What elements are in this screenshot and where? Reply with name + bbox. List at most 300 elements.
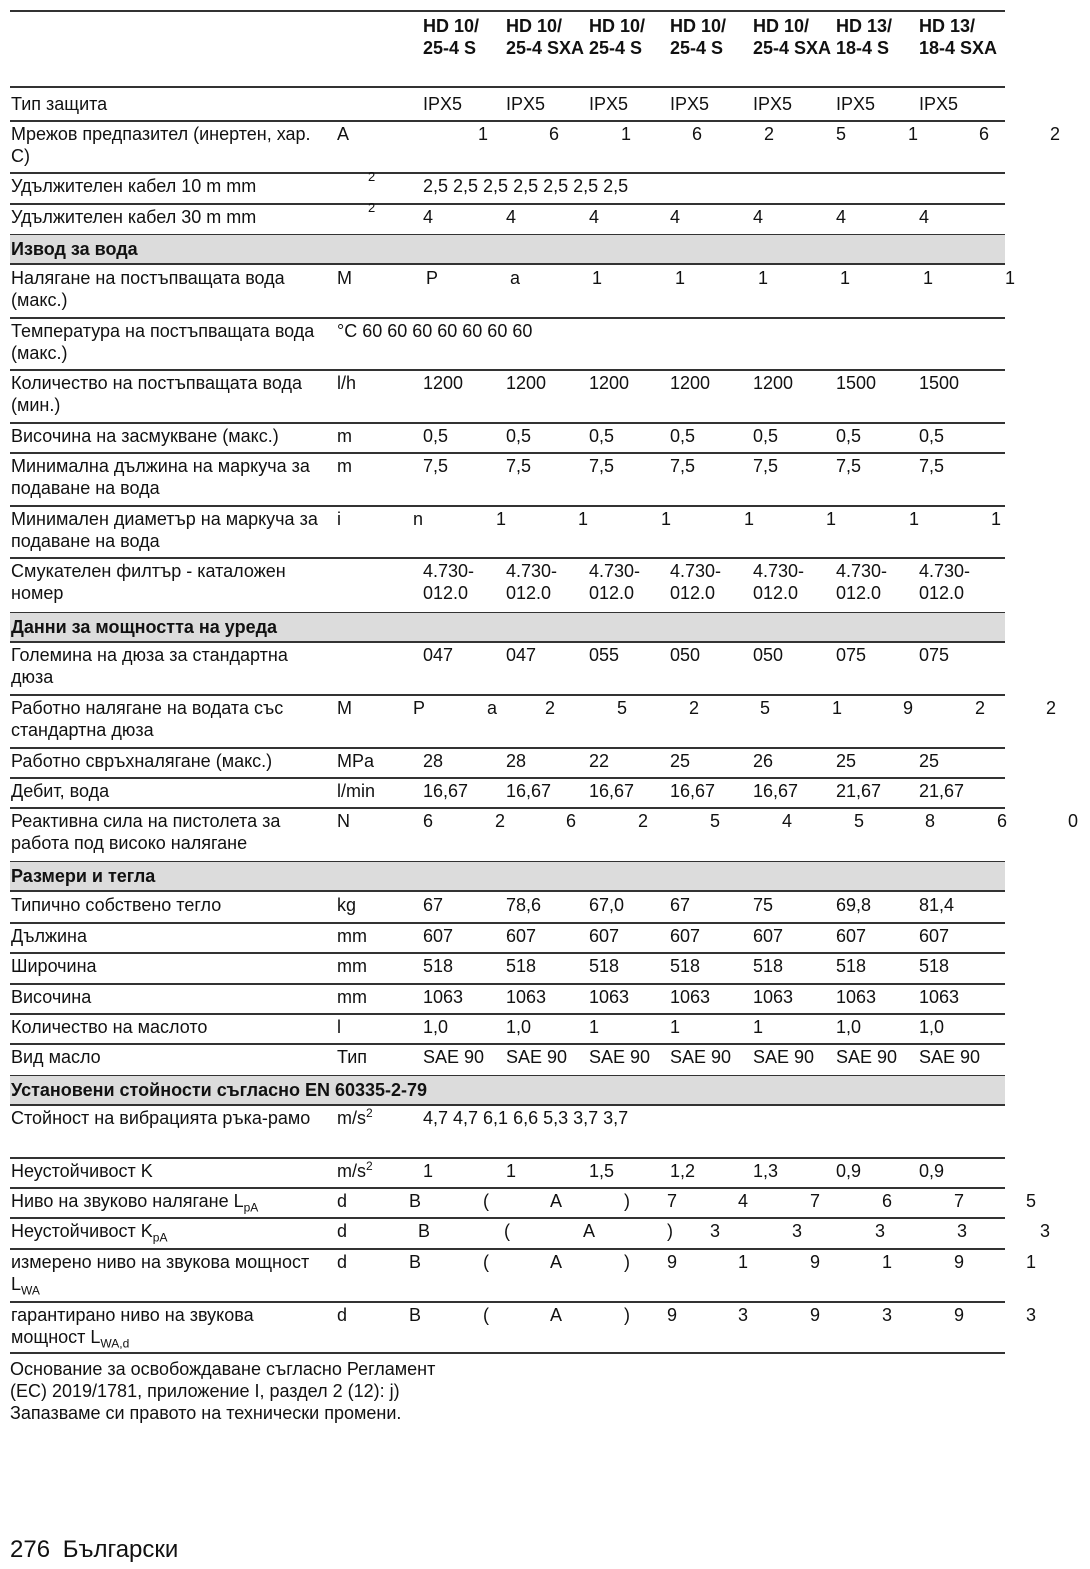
row-label-text: Налягане на постъпващата вода (макс.) (11, 268, 285, 310)
row-rule (10, 1013, 1005, 1015)
note-exemption-1: Основание за освобождаване съгласно Регламент (10, 1359, 436, 1379)
row-unit-text: M (337, 698, 352, 718)
cell-fragment: 5 (836, 124, 847, 144)
cell-value: 518 (423, 956, 454, 976)
cell-fragment: 2 (764, 124, 775, 144)
row-rule (10, 747, 1005, 749)
cell-fragment: 1 (991, 509, 1002, 529)
model-header: HD 10/ 25-4 S (670, 16, 727, 58)
row-unit (337, 425, 352, 447)
cell-value: 67,0 (589, 895, 625, 915)
cell-value: IPX5 (836, 94, 876, 114)
row-unit (337, 955, 367, 977)
cell-fragment: 6 (979, 124, 990, 144)
cell-value: 4 (836, 207, 847, 227)
row-unit (337, 810, 350, 832)
cell-value: 16,67 (670, 781, 716, 801)
row-unit (337, 1220, 347, 1242)
row-label (11, 267, 329, 311)
cell-fragment: 1 (758, 268, 769, 288)
row-unit (337, 986, 367, 1008)
cell-fragment: 9 (903, 698, 914, 718)
cell-value: 0,5 (423, 426, 449, 446)
cell-value: 4.730- 012.0 (506, 561, 558, 603)
row-label-subscript: pA (152, 1230, 168, 1245)
cell-inline-values: 4,7 4,7 6,1 6,6 5,3 3,7 3,7 (423, 1108, 629, 1128)
cell-fragment: 1 (578, 509, 589, 529)
row-label-text: Количество на маслото (11, 1017, 208, 1037)
cell-value: 69,8 (836, 895, 872, 915)
cell-value: 1063 (836, 987, 877, 1007)
row-label (11, 750, 329, 772)
cell-value: 21,67 (919, 781, 965, 801)
cell-fragment: 1 (744, 509, 755, 529)
cell-value: 26 (753, 751, 774, 771)
cell-value: 7,5 (589, 456, 615, 476)
row-rule (10, 1248, 1005, 1250)
row-unit-superscript: 2 (366, 1106, 373, 1120)
row-unit-superscript: 2 (366, 1159, 373, 1173)
row-unit-text: d (337, 1305, 348, 1325)
cell-value: IPX5 (670, 94, 710, 114)
cell-fragment: 9 (954, 1252, 965, 1272)
cell-fragment: 1 (661, 509, 672, 529)
row-unit-text: mm (337, 987, 367, 1007)
row-unit (337, 123, 349, 145)
cell-value: 4.730- 012.0 (836, 561, 888, 603)
cell-value: 22 (589, 751, 610, 771)
cell-value: IPX5 (506, 94, 546, 114)
model-header: HD 10/ 25-4 S (423, 16, 480, 58)
row-rule (10, 1217, 1005, 1219)
row-label (11, 123, 329, 167)
row-unit (337, 508, 341, 530)
cell-fragment: 9 (810, 1252, 821, 1272)
cell-value: 1500 (836, 373, 877, 393)
row-unit-text: d (337, 1252, 348, 1272)
cell-value: 0,5 (506, 426, 532, 446)
row-label-text: Количество на постъпващата вода (мин.) (11, 373, 302, 415)
row-unit (337, 697, 352, 719)
cell-value: 1063 (919, 987, 960, 1007)
cell-value: 1,0 (423, 1017, 449, 1037)
cell-fragment: A (550, 1252, 563, 1272)
row-label-text: Удължителен кабел 30 m mm (11, 207, 257, 227)
cell-fragment: ) (624, 1191, 630, 1211)
row-rule (10, 952, 1005, 954)
cell-fragment: A (550, 1191, 563, 1211)
row-unit (337, 780, 375, 802)
cell-fragment: 6 (423, 811, 434, 831)
row-rule (10, 317, 1005, 319)
row-unit-text: Тип (337, 1047, 368, 1067)
cell-value: 075 (919, 645, 950, 665)
cell-fragment: 2 (975, 698, 986, 718)
row-label-text: Минимален диаметър на маркуча за подаване на вода (11, 509, 318, 551)
row-label (11, 93, 329, 115)
row-label (11, 560, 329, 604)
row-label (11, 1107, 329, 1129)
cell-fragment: 5 (617, 698, 628, 718)
cell-value: 67 (670, 895, 691, 915)
cell-fragment: 1 (1026, 1252, 1037, 1272)
row-rule (10, 172, 1005, 174)
row-label-text: Големина на дюза за стандартна дюза (11, 645, 288, 687)
row-unit-text: l/h (337, 373, 357, 393)
section-title: Извод за вода (11, 239, 138, 259)
row-label-text: Тип защита (11, 94, 108, 114)
row-rule (10, 1352, 1005, 1354)
cell-fragment: 3 (792, 1221, 803, 1241)
row-label (11, 206, 329, 228)
cell-value: 0,9 (919, 1161, 945, 1181)
row-unit (337, 1251, 347, 1273)
row-label (11, 372, 329, 416)
row-rule (10, 922, 1005, 924)
cell-fragment: 6 (549, 124, 560, 144)
cell-value: 518 (753, 956, 784, 976)
cell-fragment: 5 (1026, 1191, 1037, 1211)
row-unit-text: M (337, 268, 352, 288)
row-label (11, 1251, 329, 1298)
cell-value: 607 (506, 926, 537, 946)
cell-value: 1500 (919, 373, 960, 393)
unit-superscript: 2 (368, 169, 376, 184)
row-rule (10, 203, 1005, 205)
cell-value: 607 (919, 926, 950, 946)
cell-fragment: 1 (923, 268, 934, 288)
cell-fragment: n (413, 509, 424, 529)
row-rule (10, 505, 1005, 507)
cell-fragment: 5 (854, 811, 865, 831)
row-label (11, 1190, 329, 1215)
cell-fragment: 6 (882, 1191, 893, 1211)
cell-fragment: B (418, 1221, 431, 1241)
row-unit (337, 1016, 341, 1038)
cell-value: SAE 90 (506, 1047, 568, 1067)
row-rule (10, 807, 1005, 809)
row-rule (10, 1301, 1005, 1303)
row-unit-text: d (337, 1191, 348, 1211)
row-label-text: Вид масло (11, 1047, 101, 1067)
row-unit-text: m (337, 456, 352, 476)
cell-value: 607 (670, 926, 701, 946)
section-rule (10, 1104, 1005, 1106)
cell-value: 518 (506, 956, 537, 976)
section-title: Установени стойности съгласно EN 60335-2-79 (11, 1080, 428, 1100)
cell-value: 21,67 (836, 781, 882, 801)
cell-value: 28 (423, 751, 444, 771)
row-unit (337, 1107, 373, 1129)
cell-value: 0,5 (670, 426, 696, 446)
cell-value: 4.730- 012.0 (753, 561, 805, 603)
row-label (11, 455, 329, 499)
row-unit (337, 455, 352, 477)
section-title: Данни за мощността на уреда (11, 617, 278, 637)
row-label-subscript: pA (243, 1200, 259, 1215)
cell-value: SAE 90 (753, 1047, 815, 1067)
cell-value: 67 (423, 895, 444, 915)
row-label-text: Височина на засмукване (макс.) (11, 426, 279, 446)
cell-value: IPX5 (919, 94, 959, 114)
header-rule (10, 86, 1005, 88)
cell-value: IPX5 (589, 94, 629, 114)
cell-fragment: 3 (882, 1305, 893, 1325)
row-label-text: Типично собствено тегло (11, 895, 222, 915)
cell-fragment: 3 (1026, 1305, 1037, 1325)
cell-fragment: 1 (882, 1252, 893, 1272)
row-unit-text: m/s (337, 1161, 366, 1181)
cell-value: 0,5 (589, 426, 615, 446)
row-rule (10, 777, 1005, 779)
section-band (10, 235, 1005, 264)
row-unit-text: l/min (337, 781, 376, 801)
cell-value: 7,5 (506, 456, 532, 476)
row-label (11, 425, 329, 447)
cell-value: 7,5 (919, 456, 945, 476)
cell-fragment: 9 (667, 1252, 678, 1272)
row-label-subscript: WA (21, 1283, 40, 1298)
cell-value: 607 (423, 926, 454, 946)
cell-value: 16,67 (589, 781, 635, 801)
cell-value: 4 (670, 207, 681, 227)
cell-fragment: 6 (997, 811, 1008, 831)
section-title: Размери и тегла (11, 866, 156, 886)
section-rule (10, 890, 1005, 892)
cell-fragment: A (550, 1305, 563, 1325)
cell-value: 1,0 (506, 1017, 532, 1037)
row-unit-text: MPa (337, 751, 375, 771)
cell-fragment: B (409, 1252, 422, 1272)
cell-fragment: 1 (832, 698, 843, 718)
cell-value: 1,3 (753, 1161, 779, 1181)
cell-fragment: 9 (810, 1305, 821, 1325)
row-label-text: Мрежов предпазител (инертен, хар. C) (11, 124, 311, 166)
row-rule (10, 1043, 1005, 1045)
cell-fragment: 1 (496, 509, 507, 529)
cell-fragment: a (487, 698, 498, 718)
cell-value: 518 (836, 956, 867, 976)
cell-fragment: 3 (710, 1221, 721, 1241)
cell-fragment: 6 (692, 124, 703, 144)
cell-fragment: 1 (592, 268, 603, 288)
cell-fragment: B (409, 1191, 422, 1211)
row-label (11, 925, 329, 947)
row-label-text: Ниво на звуково налягане L (11, 1191, 244, 1211)
cell-value: 1200 (670, 373, 711, 393)
cell-value: 1,0 (836, 1017, 862, 1037)
cell-fragment: ( (504, 1221, 510, 1241)
cell-fragment: ) (624, 1305, 630, 1325)
cell-value: 4 (589, 207, 600, 227)
cell-value: 518 (919, 956, 950, 976)
row-unit (337, 1046, 367, 1068)
cell-fragment: 3 (875, 1221, 886, 1241)
row-unit-text: kg (337, 895, 357, 915)
cell-fragment: a (510, 268, 521, 288)
row-unit-text: mm (337, 926, 367, 946)
cell-inline-values: 2,5 2,5 2,5 2,5 2,5 2,5 2,5 (423, 176, 629, 196)
cell-value: 1200 (589, 373, 630, 393)
cell-value: 75 (753, 895, 774, 915)
model-header: HD 13/ 18-4 SXA (919, 16, 998, 58)
cell-fragment: 1 (675, 268, 686, 288)
cell-fragment: 5 (760, 698, 771, 718)
row-label (11, 780, 329, 802)
row-label-text: Дебит, вода (11, 781, 110, 801)
row-label (11, 1046, 329, 1068)
cell-value: 1 (670, 1017, 681, 1037)
cell-fragment: 2 (638, 811, 649, 831)
cell-value: SAE 90 (836, 1047, 898, 1067)
cell-fragment: 1 (621, 124, 632, 144)
cell-value: 4 (423, 207, 434, 227)
page-footer (10, 1536, 178, 1564)
cell-fragment: ( (483, 1191, 489, 1211)
cell-value: 0,5 (753, 426, 779, 446)
row-unit-text: N (337, 811, 350, 831)
row-label (11, 894, 329, 916)
cell-fragment: 3 (1040, 1221, 1051, 1241)
cell-fragment: 3 (957, 1221, 968, 1241)
model-header: HD 10/ 25-4 S (589, 16, 646, 58)
cell-value: 25 (670, 751, 691, 771)
cell-fragment: 2 (1046, 698, 1057, 718)
top-rule (10, 10, 1005, 12)
cell-value: 518 (589, 956, 620, 976)
model-header: HD 13/ 18-4 S (836, 16, 893, 58)
row-label-text: Стойност на вибрацията ръка-рамо (11, 1108, 311, 1128)
cell-fragment: 7 (954, 1191, 965, 1211)
cell-value: 055 (589, 645, 620, 665)
cell-fragment: 1 (478, 124, 489, 144)
cell-fragment: 1 (1005, 268, 1016, 288)
row-label-text: Работно свръхналягане (макс.) (11, 751, 273, 771)
cell-value: 1063 (506, 987, 547, 1007)
row-label (11, 986, 329, 1008)
cell-value: 1063 (670, 987, 711, 1007)
cell-value: 7,5 (423, 456, 449, 476)
row-unit (337, 750, 374, 772)
cell-fragment: 4 (738, 1191, 749, 1211)
cell-fragment: 2 (689, 698, 700, 718)
cell-fragment: 1 (826, 509, 837, 529)
row-label (11, 175, 329, 197)
row-label (11, 955, 329, 977)
cell-value: 1 (506, 1161, 517, 1181)
cell-fragment: B (409, 1305, 422, 1325)
row-unit-text: d (337, 1221, 348, 1241)
cell-fragment: P (426, 268, 439, 288)
unit-superscript: 2 (368, 200, 376, 215)
cell-value: 16,67 (423, 781, 469, 801)
cell-value: 607 (753, 926, 784, 946)
cell-value: 0,5 (919, 426, 945, 446)
model-header: HD 10/ 25-4 SXA (506, 16, 585, 58)
row-unit (337, 925, 367, 947)
row-rule (10, 983, 1005, 985)
cell-value: 047 (506, 645, 537, 665)
cell-value: 607 (836, 926, 867, 946)
row-unit-text: mm (337, 956, 367, 976)
row-unit-text: m/s (337, 1108, 366, 1128)
cell-value: SAE 90 (423, 1047, 485, 1067)
cell-value: 4.730- 012.0 (670, 561, 722, 603)
cell-fragment: A (583, 1221, 596, 1241)
row-label-text: Минимална дължина на маркуча за подаване на вода (11, 456, 310, 498)
row-rule (10, 120, 1005, 122)
cell-fragment: 1 (909, 509, 920, 529)
cell-value: 7,5 (670, 456, 696, 476)
row-label (11, 508, 329, 552)
footer-language: Български (62, 1536, 179, 1563)
row-rule (10, 422, 1005, 424)
cell-value: 047 (423, 645, 454, 665)
cell-value: SAE 90 (919, 1047, 981, 1067)
cell-fragment: 1 (738, 1252, 749, 1272)
cell-value: 4 (753, 207, 764, 227)
cell-value: 4 (919, 207, 930, 227)
row-unit (337, 267, 352, 289)
row-label (11, 1304, 329, 1351)
row-label (11, 697, 329, 741)
row-unit (337, 372, 356, 394)
cell-fragment: ) (667, 1221, 673, 1241)
row-unit-text: l (337, 1017, 341, 1037)
row-unit-text: i (337, 509, 341, 529)
cell-fragment: 8 (925, 811, 936, 831)
cell-value: 075 (836, 645, 867, 665)
row-unit (337, 1190, 347, 1212)
row-label-text: Дължина (11, 926, 87, 946)
row-label-text: Смукателен филтър - каталожен номер (11, 561, 286, 603)
cell-value: 81,4 (919, 895, 955, 915)
cell-fragment: 5 (710, 811, 721, 831)
section-rule (10, 641, 1005, 643)
row-rule (10, 1187, 1005, 1189)
row-label-text: Удължителен кабел 10 m mm (11, 176, 257, 196)
cell-value: 7,5 (753, 456, 779, 476)
cell-value: 050 (753, 645, 784, 665)
cell-value: 1 (423, 1161, 434, 1181)
row-rule (10, 369, 1005, 371)
cell-value: 1,5 (589, 1161, 615, 1181)
row-label-text: Работно налягане на водата със стандартна дюза (11, 698, 284, 740)
row-rule (10, 1157, 1005, 1159)
row-unit-text: m (337, 426, 352, 446)
cell-value: 518 (670, 956, 701, 976)
cell-fragment: 2 (545, 698, 556, 718)
cell-inline-values: °C 60 60 60 60 60 60 60 (337, 321, 533, 341)
row-label-text: измерено ниво на звукова мощност L (11, 1252, 310, 1294)
cell-value: 0,5 (836, 426, 862, 446)
cell-value: 0,9 (836, 1161, 862, 1181)
cell-value: 4.730- 012.0 (919, 561, 971, 603)
row-label-text: Неустойчивост K (11, 1221, 153, 1241)
row-label (11, 1160, 329, 1182)
cell-fragment: ( (483, 1252, 489, 1272)
cell-value: 25 (836, 751, 857, 771)
cell-value: 1200 (506, 373, 547, 393)
cell-fragment: 7 (810, 1191, 821, 1211)
cell-value: 1,0 (919, 1017, 945, 1037)
cell-value: 78,6 (506, 895, 542, 915)
row-label (11, 320, 329, 364)
cell-value: 1,2 (670, 1161, 696, 1181)
cell-fragment: 6 (566, 811, 577, 831)
cell-value: 4.730- 012.0 (423, 561, 475, 603)
cell-fragment: 9 (954, 1305, 965, 1325)
